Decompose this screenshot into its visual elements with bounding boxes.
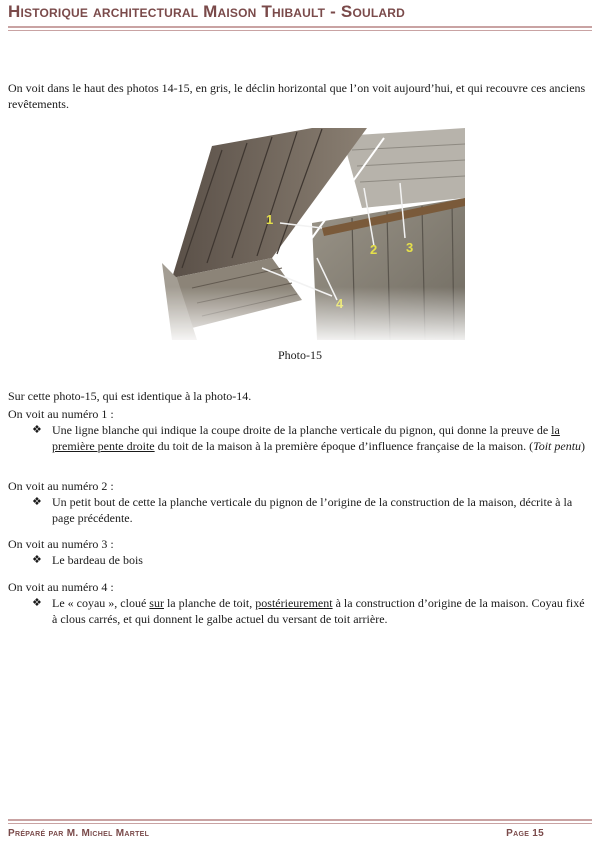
footer-rule-thin: [8, 823, 592, 824]
item-4-bullet: [32, 595, 592, 627]
photo-15: [152, 128, 465, 340]
page-header-title: Historique architectural Maison Thibault - Soulard: [8, 2, 405, 21]
item-4: [8, 579, 592, 627]
photo-15-image: [152, 128, 465, 340]
item-3-text: Le bardeau de bois: [52, 553, 143, 567]
item-2-text: Un petit bout de cette la planche verticale du pignon de l’origine de la construction de la maison, décrite à la page précédente.: [52, 495, 573, 525]
item-2-bullet: [32, 494, 592, 526]
footer-page-number: Page 15: [506, 828, 544, 839]
diamond-bullet-icon: ❖: [32, 597, 42, 609]
intro-text: On voit dans le haut des photos 14-15, en gris, le déclin horizontal que l’on voit aujourd’hui, et qui recouvre ces anciens revêtements.: [8, 81, 586, 111]
item-1: [8, 406, 592, 454]
item-2-heading: On voit au numéro 2 :: [8, 479, 114, 493]
diamond-bullet-icon: ❖: [32, 554, 42, 566]
item-3-heading: On voit au numéro 3 :: [8, 537, 114, 551]
item-3-bullet: [32, 552, 592, 568]
intro-paragraph: [8, 80, 592, 112]
header-rule-thin: [8, 30, 592, 31]
item-4-heading: On voit au numéro 4 :: [8, 580, 114, 594]
item-4-text: Le « coyau », cloué sur la planche de toit, postérieurement à la construction d’origine de la maison. Coyau fixé à clous carrés, et qui donnent le galbe actuel du versant de toit arrière.: [52, 596, 585, 626]
header-rule: [8, 26, 592, 28]
photo-caption: Photo-15: [277, 348, 322, 362]
summary-text: Sur cette photo-15, qui est identique à la photo-14.: [8, 389, 252, 403]
item-1-heading: On voit au numéro 1 :: [8, 407, 114, 421]
item-3: [8, 536, 592, 568]
footer-author: Préparé par M. Michel Martel: [8, 828, 150, 839]
item-1-bullet: [32, 422, 592, 454]
item-1-text: Une ligne blanche qui indique la coupe droite de la planche verticale du pignon, qui donne la preuve de la première pente droite du toit de la maison à la première époque d’influence française de la maison. (Toit pentu): [52, 423, 586, 453]
footer-rule: [8, 819, 592, 821]
diamond-bullet-icon: ❖: [32, 496, 42, 508]
item-2: [8, 478, 592, 526]
diamond-bullet-icon: ❖: [32, 424, 42, 436]
